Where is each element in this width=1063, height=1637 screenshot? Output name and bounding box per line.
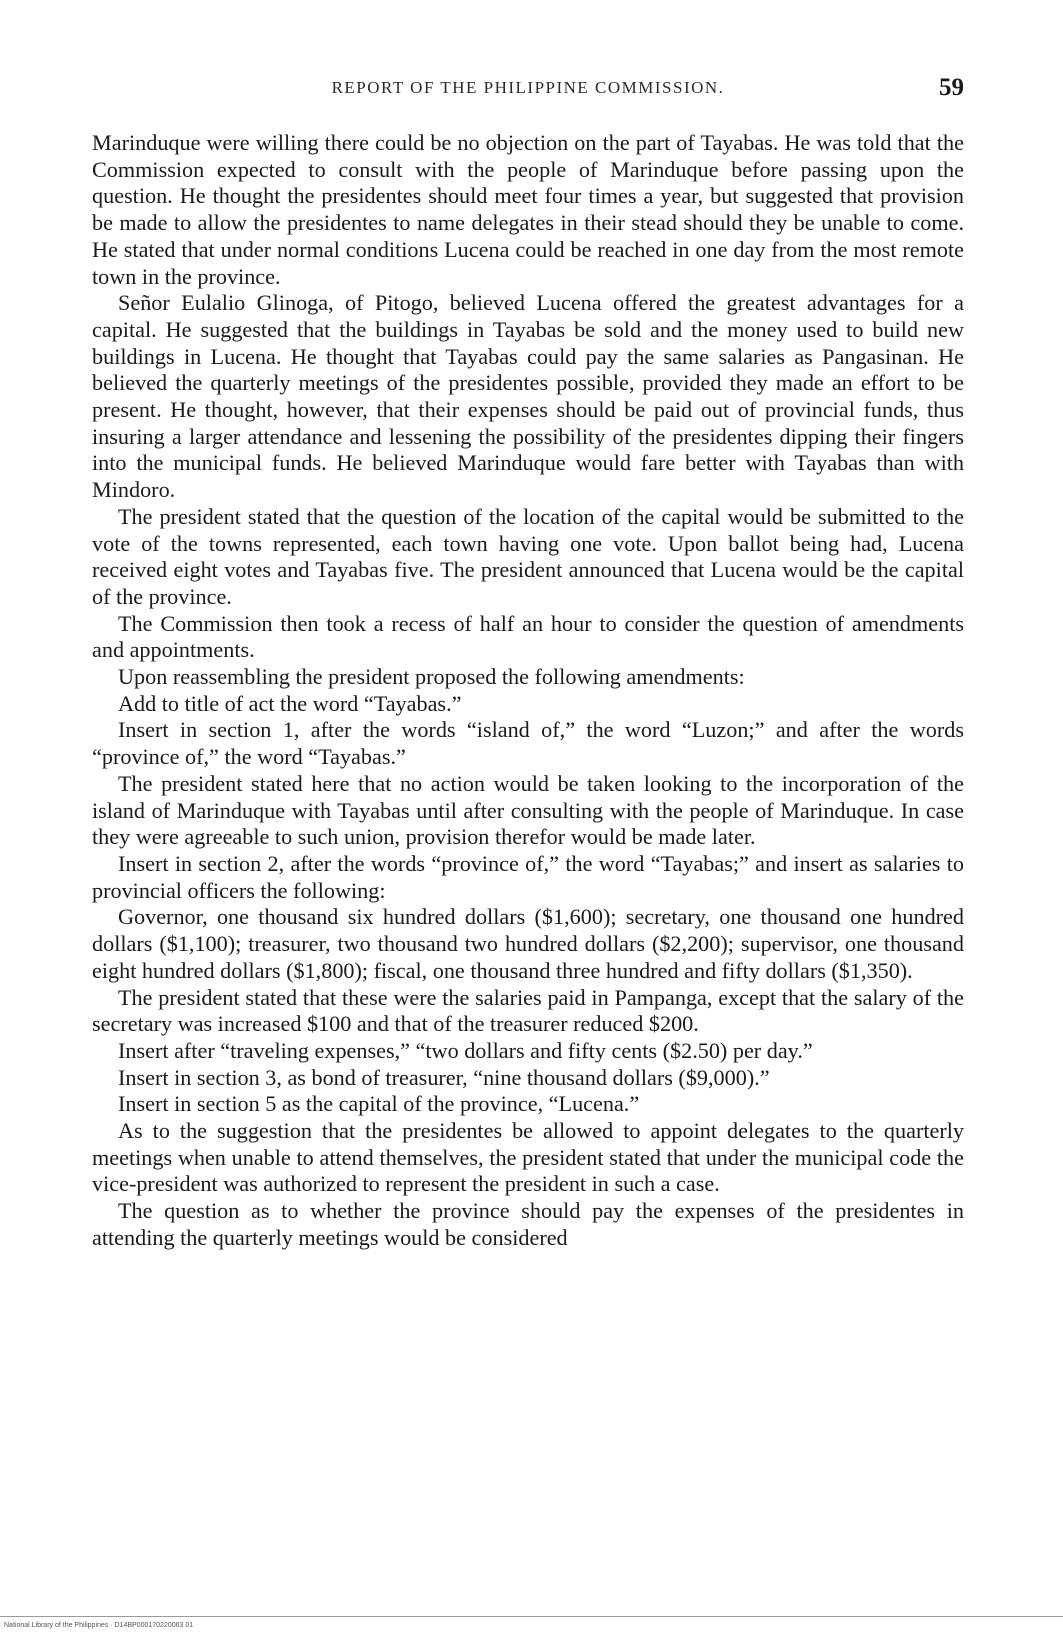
- running-title: REPORT OF THE PHILIPPINE COMMISSION.: [331, 78, 725, 97]
- paragraph-continuation: Marinduque were willing there could be no objection on the part of Tayabas. He was told that the Commission expected to consult with the people of Marinduque before passing upon the question. He thought the presidentes should meet four times a year, but suggested that provision be made to allow the presidentes to name delegates in their stead should they be unable to come. He stated that under normal conditions Lucena could be reached in one day from the most remote town in the province.: [92, 130, 964, 289]
- paragraph-traveling-expenses: Insert after “traveling expenses,” “two dollars and fifty cents ($2.50) per day.”: [118, 1037, 813, 1063]
- paragraph-salaries: Governor, one thousand six hundred dollars ($1,600); secretary, one thousand one hundred dollars ($1,100); treasurer, two thousand two hundred dollars ($2,200); supervisor, one thousand eight hundred dollars ($1,800); fiscal, one thousand three hundred and fifty dollars ($1,350).: [92, 904, 964, 983]
- paragraph-recess: The Commission then took a recess of half an hour to consider the question of amendments and appointments.: [92, 610, 964, 663]
- paragraph-amendment-title: Add to title of act the word “Tayabas.”: [118, 690, 462, 716]
- footer-rule: [0, 1616, 1063, 1617]
- footer-source-note: National Library of the Philippines · D14BP000170220063 01: [4, 1622, 194, 1629]
- running-head: [92, 74, 964, 104]
- paragraph-ballot: The president stated that the question of the location of the capital would be submitted to the vote of the towns represented, each town having one vote. Upon ballot being had, Lucena received eight votes and Tayabas five. The president announced that Lucena would be the capital of the province.: [92, 503, 964, 609]
- paragraph-amendment-section-1: Insert in section 1, after the words “island of,” the word “Luzon;” and after the words “province of,” the word “Tayabas.”: [92, 717, 964, 770]
- paragraph-glinoga: Señor Eulalio Glinoga, of Pitogo, believed Lucena offered the greatest advantages for a capital. He suggested that the buildings in Tayabas be sold and the money used to build new buildings in Lucena. He thought that Tayabas could pay the same salaries as Pangasinan. He believed the quarterly meetings of the presidentes possible, provided they made an effort to be present. He thought, however, that their expenses should be paid out of provincial funds, thus insuring a larger attendance and lessening the possibility of the presidentes dipping their fingers into the municipal funds. He believed Marinduque would fare better with Tayabas than with Mindoro.: [92, 290, 964, 503]
- page-number: 59: [939, 74, 964, 101]
- paragraph-pampanga-comparison: The president stated that these were the salaries paid in Pampanga, except that the salary of the secretary was increased $100 and that of the treasurer reduced $200.: [92, 984, 964, 1037]
- paragraph-marinduque-incorporation: The president stated here that no action would be taken looking to the incorporation of the island of Marinduque with Tayabas until after consulting with the people of Marinduque. In case they were agreeable to such union, provision therefor would be made later.: [92, 770, 964, 850]
- paragraph-delegates: As to the suggestion that the presidentes be allowed to appoint delegates to the quarterly meetings when unable to attend themselves, the president stated that under the municipal code the vice-president was authorized to represent the president in such a case.: [92, 1118, 964, 1197]
- paragraph-amendment-section-2: Insert in section 2, after the words “province of,” the word “Tayabas;” and insert as salaries to provincial officers the following:: [92, 850, 964, 903]
- paragraph-treasurer-bond: Insert in section 3, as bond of treasurer, “nine thousand dollars ($9,000).”: [118, 1064, 770, 1090]
- paragraph-reassembling: Upon reassembling the president proposed the following amendments:: [118, 664, 745, 690]
- paragraph-capital-lucena: Insert in section 5 as the capital of the province, “Lucena.”: [118, 1091, 640, 1117]
- paragraph-expenses-question: The question as to whether the province should pay the expenses of the presidentes in attending the quarterly meetings would be considered: [92, 1198, 964, 1250]
- body-text: [92, 130, 964, 1252]
